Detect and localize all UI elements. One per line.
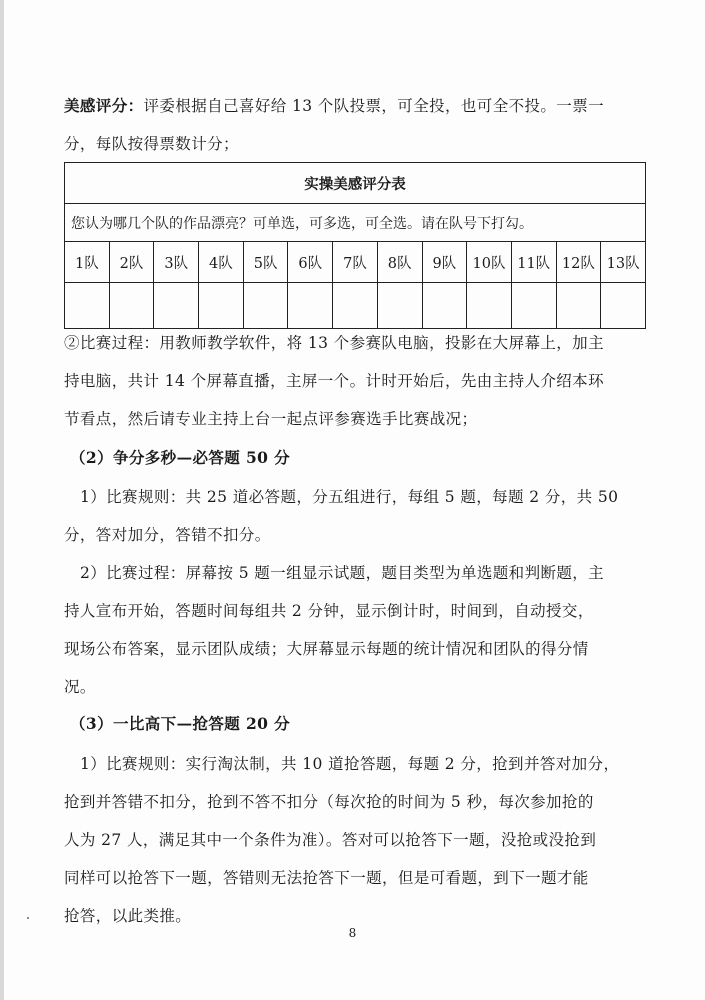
process-line-3: 节看点，然后请专业主持上台一起点评参赛选手比赛战况；: [64, 410, 478, 428]
team-9-tick-cell[interactable]: [422, 283, 467, 329]
team-4-tick-cell[interactable]: [199, 283, 244, 329]
team-11-header: 11队: [511, 242, 556, 283]
team-2-header: 2队: [109, 242, 154, 283]
process-2-line-2: 持人宣布开始，答题时间每组共 2 分钟，显示倒计时，时间到，自动授交，: [64, 602, 594, 620]
tick-row: [65, 283, 646, 329]
aesthetic-scoring-label: 美感评分：: [64, 96, 144, 115]
section-2-heading: （2）争分多秒—必答题 50 分: [70, 448, 291, 467]
rule-2-line-1: 1）比赛规则：共 25 道必答题，分五组进行，每组 5 题，每题 2 分，共 50: [80, 488, 619, 506]
team-10-header: 10队: [467, 242, 512, 283]
team-3-header: 3队: [154, 242, 199, 283]
team-13-header: 13队: [601, 242, 646, 283]
table-title: 实操美感评分表: [65, 163, 646, 204]
team-6-tick-cell[interactable]: [288, 283, 333, 329]
team-2-tick-cell[interactable]: [109, 283, 154, 329]
team-9-header: 9队: [422, 242, 467, 283]
process-2-line-4: 况。: [64, 678, 96, 696]
team-10-tick-cell[interactable]: [467, 283, 512, 329]
process-2-line-3: 现场公布答案，显示团队成绩；大屏幕显示每题的统计情况和团队的得分情: [64, 640, 589, 658]
team-12-header: 12队: [556, 242, 601, 283]
team-1-tick-cell[interactable]: [65, 283, 110, 329]
team-5-header: 5队: [243, 242, 288, 283]
rule-3-line-5: 抢答，以此类推。: [64, 907, 192, 925]
team-header-row: [65, 242, 646, 283]
section-3-heading: （3）一比高下—抢答题 20 分: [70, 714, 291, 733]
team-7-tick-cell[interactable]: [333, 283, 378, 329]
scan-edge: [0, 0, 4, 1000]
team-7-header: 7队: [333, 242, 378, 283]
team-11-tick-cell[interactable]: [511, 283, 556, 329]
process-line-1: ②比赛过程：用教师教学软件，将 13 个参赛队电脑，投影在大屏幕上，加主: [64, 334, 604, 352]
team-5-tick-cell[interactable]: [243, 283, 288, 329]
rule-3-line-1: 1）比赛规则：实行淘汰制，共 10 道抢答题，每题 2 分，抢到并答对加分，: [80, 755, 620, 773]
team-8-header: 8队: [377, 242, 422, 283]
process-line-2: 持电脑，共计 14 个屏幕直播，主屏一个。计时开始后，先由主持人介绍本环: [64, 372, 604, 390]
team-12-tick-cell[interactable]: [556, 283, 601, 329]
team-13-tick-cell[interactable]: [601, 283, 646, 329]
team-3-tick-cell[interactable]: [154, 283, 199, 329]
aesthetic-scoring-line-2: 分，每队按得票数计分；: [64, 135, 239, 153]
scan-speck: [27, 917, 29, 919]
aesthetic-score-table: [64, 162, 646, 329]
team-6-header: 6队: [288, 242, 333, 283]
rule-3-line-4: 同样可以抢答下一题，答错则无法抢答下一题，但是可看题，到下一题才能: [64, 869, 589, 887]
rule-3-line-2: 抢到并答错不扣分，抢到不答不扣分（每次抢的时间为 5 秒，每次参加抢的: [64, 793, 594, 811]
rule-3-line-3: 人为 27 人，满足其中一个条件为准）。答对可以抢答下一题，没抢或没抢到: [64, 831, 597, 849]
table-question: 您认为哪几个队的作品漂亮？可单选，可多选，可全选。请在队号下打勾。: [65, 204, 646, 242]
page-number: 8: [348, 926, 357, 940]
rule-2-line-2: 分，答对加分，答错不扣分。: [64, 526, 271, 544]
team-8-tick-cell[interactable]: [377, 283, 422, 329]
team-4-header: 4队: [199, 242, 244, 283]
process-2-line-1: 2）比赛过程：屏幕按 5 题一组显示试题，题目类型为单选题和判断题，主: [80, 564, 605, 582]
team-1-header: 1队: [65, 242, 110, 283]
aesthetic-scoring-line-1: 美感评分：评委根据自己喜好给 13 个队投票，可全投，也可全不投。一票一: [64, 96, 604, 115]
